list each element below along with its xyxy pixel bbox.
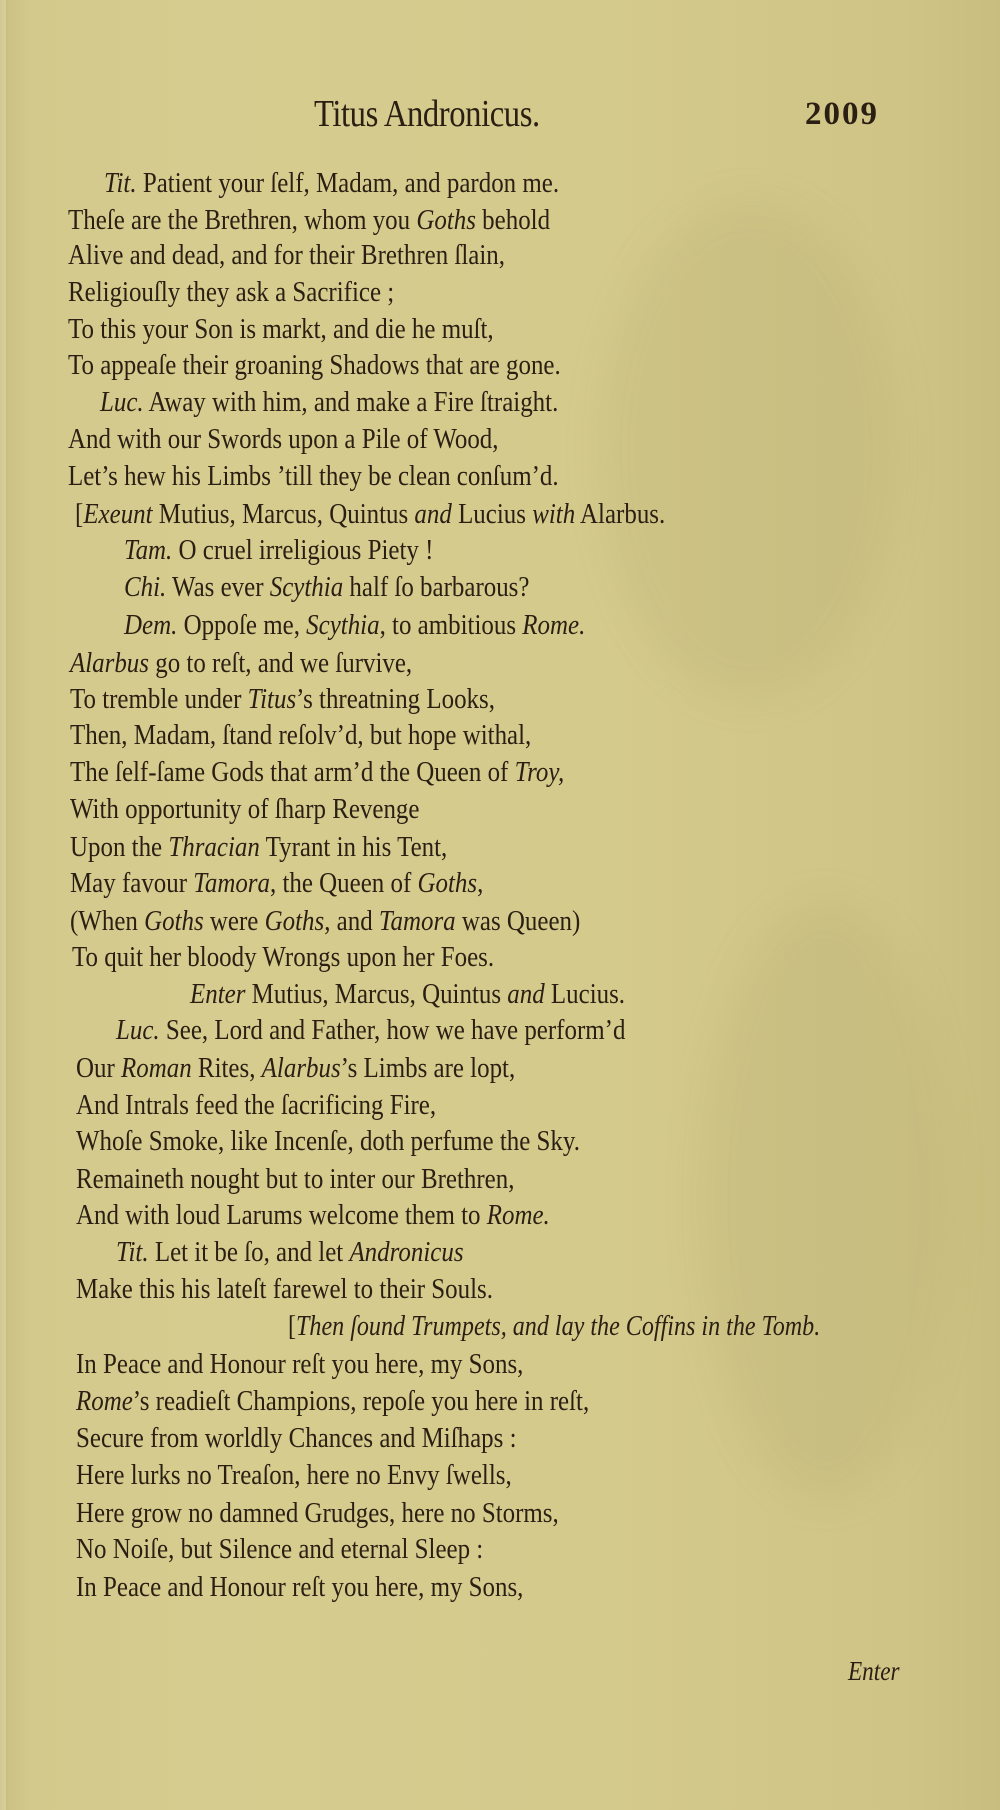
roman-text: , bbox=[477, 867, 484, 899]
text-line bbox=[68, 275, 394, 309]
roman-text: ’s Limbs are lopt, bbox=[340, 1052, 516, 1084]
roman-text: Oppoſe me, bbox=[177, 609, 307, 641]
roman-text: See, Lord and Father, how we have perform’d bbox=[159, 1014, 626, 1046]
roman-text: (When bbox=[70, 905, 145, 937]
text-line bbox=[68, 348, 561, 382]
text-line bbox=[72, 940, 494, 974]
text-line bbox=[70, 904, 580, 938]
italic-text: Exeunt bbox=[83, 498, 153, 530]
text-line bbox=[76, 1570, 523, 1604]
italic-text: Scythia bbox=[269, 571, 344, 603]
text-line bbox=[70, 792, 419, 826]
italic-text: Goths bbox=[417, 867, 478, 899]
roman-text: Whoſe Smoke, like Incenſe, doth perfume the Sky. bbox=[76, 1125, 580, 1157]
page-header bbox=[0, 92, 1000, 142]
roman-text: And with loud Larums welcome them to bbox=[76, 1199, 487, 1231]
roman-text: Tyrant in his Tent, bbox=[259, 831, 448, 863]
roman-text: , to ambitious bbox=[379, 609, 523, 641]
roman-text: To this your Son is markt, and die he muſt, bbox=[68, 313, 494, 345]
roman-text: Make this his lateſt farewel to their Souls. bbox=[76, 1273, 493, 1305]
text-line bbox=[76, 1162, 514, 1196]
italic-text: Thracian bbox=[168, 831, 260, 863]
italic-text: Tam. bbox=[124, 534, 173, 566]
roman-text: was Queen) bbox=[455, 905, 581, 937]
italic-text: Tit. bbox=[104, 167, 137, 199]
text-line bbox=[76, 1272, 493, 1306]
italic-text: with bbox=[532, 498, 576, 530]
roman-text: And Intrals feed the ſacrificing Fire, bbox=[76, 1089, 437, 1121]
roman-text: [ bbox=[75, 498, 84, 530]
page-number: 2009 bbox=[805, 96, 879, 132]
italic-text: Alarbus bbox=[70, 647, 149, 679]
italic-text: Troy, bbox=[514, 756, 565, 788]
roman-text: Mutius, Marcus, Quintus bbox=[152, 498, 415, 530]
roman-text: , and bbox=[324, 905, 379, 937]
text-line bbox=[68, 238, 505, 272]
italic-text: Tamora bbox=[378, 905, 456, 937]
roman-text: Lucius. bbox=[544, 978, 626, 1010]
roman-text: Our bbox=[76, 1052, 122, 1084]
roman-text: No Noiſe, but Silence and eternal Sleep : bbox=[76, 1533, 484, 1565]
text-line bbox=[124, 570, 529, 604]
text-line bbox=[76, 1384, 589, 1418]
roman-text: O cruel irreligious Piety ! bbox=[172, 534, 434, 566]
italic-text: Then ſound Trumpets, and lay the Coffins in the Tomb. bbox=[296, 1311, 821, 1342]
roman-text: Remaineth nought but to inter our Brethren, bbox=[76, 1163, 515, 1195]
roman-text: Alive and dead, and for their Brethren ſlain, bbox=[68, 239, 505, 271]
roman-text: May favour bbox=[70, 867, 194, 899]
text-line bbox=[104, 166, 559, 200]
italic-text: Chi. bbox=[124, 571, 167, 603]
italic-text: Luc. bbox=[100, 386, 144, 418]
roman-text: Away with him, and make a Fire ſtraight. bbox=[143, 386, 559, 418]
roman-text: Alarbus. bbox=[575, 498, 666, 530]
roman-text: behold bbox=[475, 204, 551, 236]
text-line bbox=[76, 1198, 550, 1232]
roman-text: ’s threatning Looks, bbox=[296, 683, 495, 715]
roman-text: ’s readieſt Champions, repoſe you here in reſt, bbox=[132, 1385, 590, 1417]
text-line bbox=[288, 1310, 820, 1344]
italic-text: Tamora bbox=[193, 867, 270, 899]
roman-text: To quit her bloody Wrongs upon her Foes. bbox=[72, 941, 495, 973]
text-line bbox=[68, 459, 559, 493]
italic-text: Dem. bbox=[124, 609, 178, 641]
roman-text: Lucius bbox=[451, 498, 533, 530]
paper-stain bbox=[600, 200, 900, 700]
text-line bbox=[68, 312, 494, 346]
italic-text: Goths bbox=[416, 204, 476, 236]
roman-text: Let it be ſo, and let bbox=[148, 1236, 350, 1268]
text-line bbox=[116, 1235, 464, 1269]
italic-text: Enter bbox=[190, 978, 246, 1010]
text-line bbox=[76, 1532, 483, 1566]
italic-text: and bbox=[414, 498, 452, 530]
roman-text: Secure from worldly Chances and Miſhaps : bbox=[76, 1422, 517, 1454]
roman-text: Patient your ſelf, Madam, and pardon me. bbox=[136, 167, 560, 199]
italic-text: Rome. bbox=[522, 609, 586, 641]
roman-text: In Peace and Honour reſt you here, my Sons, bbox=[76, 1348, 524, 1380]
roman-text: Upon the bbox=[70, 831, 169, 863]
roman-text: To appeaſe their groaning Shadows that are gone. bbox=[68, 349, 561, 381]
roman-text: Religiouſly they ask a Sacrifice ; bbox=[68, 276, 395, 308]
text-line bbox=[70, 830, 447, 864]
catchword: Enter bbox=[848, 1656, 900, 1686]
roman-text: were bbox=[203, 905, 265, 937]
roman-text: Was ever bbox=[166, 571, 270, 603]
roman-text: , the Queen of bbox=[269, 867, 418, 899]
italic-text: Alarbus bbox=[261, 1052, 341, 1084]
italic-text: Tit. bbox=[116, 1236, 149, 1268]
text-line bbox=[116, 1013, 625, 1047]
text-line bbox=[76, 1421, 517, 1455]
italic-text: Andronicus bbox=[349, 1236, 464, 1268]
roman-text: Theſe are the Brethren, whom you bbox=[68, 204, 417, 236]
italic-text: Rome. bbox=[486, 1199, 550, 1231]
text-line bbox=[70, 718, 531, 752]
roman-text: go to reſt, and we ſurvive, bbox=[148, 647, 413, 679]
italic-text: Goths bbox=[264, 905, 325, 937]
text-line bbox=[76, 1051, 515, 1085]
italic-text: and bbox=[507, 978, 545, 1010]
text-line bbox=[190, 977, 625, 1011]
text-line bbox=[76, 1124, 580, 1158]
text-line bbox=[70, 682, 495, 716]
text-line bbox=[70, 646, 412, 680]
roman-text: The ſelf-ſame Gods that arm’d the Queen of bbox=[70, 756, 515, 788]
roman-text: Here lurks no Treaſon, here no Envy ſwells, bbox=[76, 1459, 512, 1491]
text-line bbox=[70, 866, 483, 900]
text-line bbox=[76, 1496, 559, 1530]
italic-text: Scythia bbox=[306, 609, 380, 641]
roman-text: Then, Madam, ſtand reſolv’d, but hope withal, bbox=[70, 719, 532, 751]
italic-text: Titus bbox=[247, 683, 297, 715]
running-title: Titus Andronicus. bbox=[314, 93, 540, 135]
roman-text: Here grow no damned Grudges, here no Storms, bbox=[76, 1497, 559, 1529]
text-line bbox=[68, 422, 499, 456]
italic-text: Roman bbox=[121, 1052, 192, 1084]
roman-text: [ bbox=[288, 1311, 297, 1342]
paper-stain bbox=[700, 900, 950, 1500]
roman-text: Rites, bbox=[191, 1052, 262, 1084]
text-line bbox=[76, 1458, 512, 1492]
text-line bbox=[76, 1088, 436, 1122]
italic-text: Rome bbox=[76, 1385, 133, 1417]
text-line bbox=[75, 497, 665, 531]
text-line bbox=[100, 385, 558, 419]
text-line bbox=[124, 608, 585, 642]
text-line bbox=[76, 1347, 523, 1381]
roman-text: To tremble under bbox=[70, 683, 248, 715]
page-edge bbox=[0, 0, 6, 1810]
italic-text: Goths bbox=[144, 905, 204, 937]
roman-text: Let’s hew his Limbs ’till they be clean conſum’d. bbox=[68, 460, 559, 492]
roman-text: And with our Swords upon a Pile of Wood, bbox=[68, 423, 499, 455]
text-line bbox=[70, 755, 564, 789]
text-line bbox=[124, 533, 433, 567]
roman-text: With opportunity of ſharp Revenge bbox=[70, 793, 420, 825]
roman-text: Mutius, Marcus, Quintus bbox=[245, 978, 508, 1010]
roman-text: half ſo barbarous? bbox=[343, 571, 530, 603]
roman-text: In Peace and Honour reſt you here, my Sons, bbox=[76, 1571, 524, 1603]
italic-text: Luc. bbox=[116, 1014, 160, 1046]
text-line bbox=[68, 203, 550, 237]
